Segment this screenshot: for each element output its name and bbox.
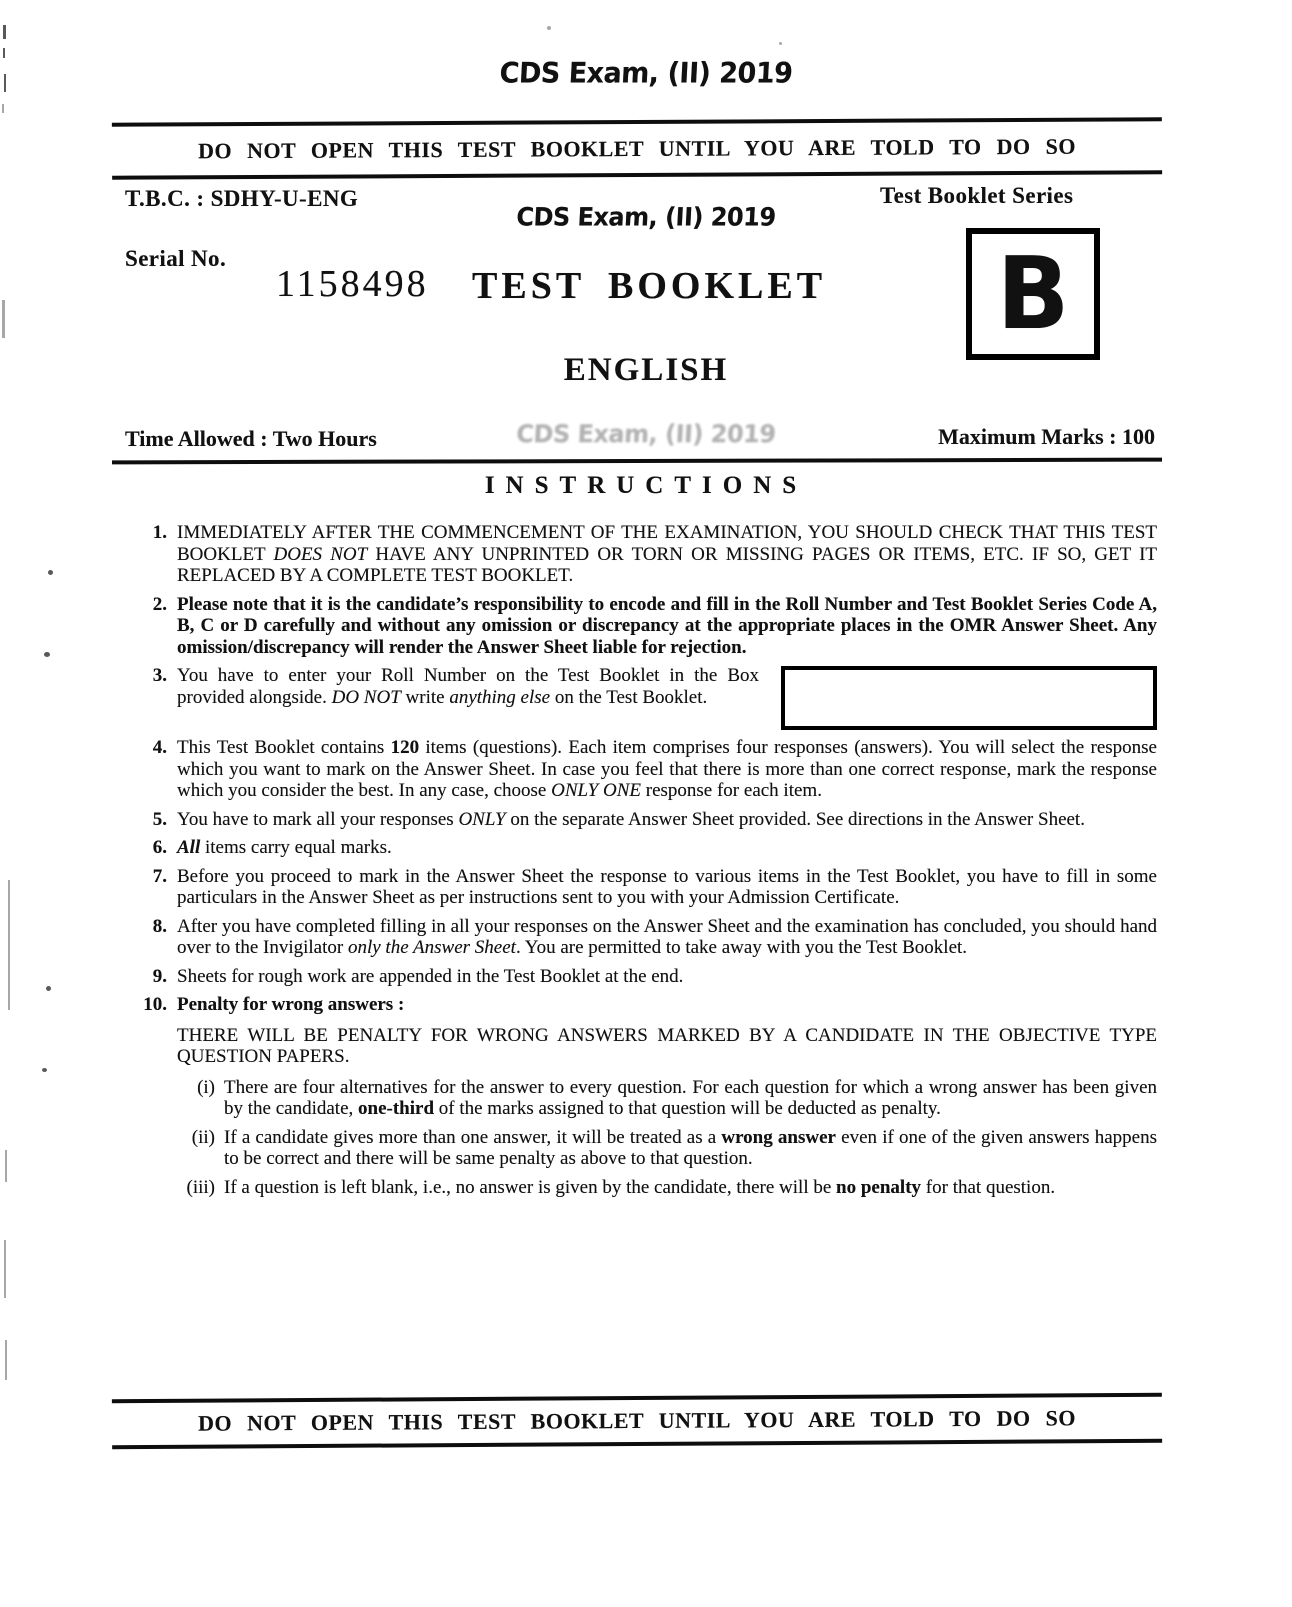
instruction-text-segment: Please note that it is the candidate’s responsibility to encode and fill in the Roll Number and Test Booklet Series Code A, B, C or D carefully and without any omission or discrepancy at the appropriate places in the OMR Answer Sheet. Any omission/discrepancy will render the Answer Sheet liable for rejection. [177,593,1157,658]
instruction-text-segment: ONLY ONE [551,780,641,801]
scan-artifact [44,652,50,657]
instruction-text-segment: THERE WILL BE PENALTY FOR WRONG ANSWERS MARKED BY A CANDIDATE IN THE OBJECTIVE TYPE QUESTION PAPERS. [177,1024,1157,1067]
do-not-open-banner-bottom: DO NOT OPEN THIS TEST BOOKLET UNTIL YOU ARE TOLD TO DO SO [112,1393,1162,1449]
instruction-item [123,665,1157,730]
instruction-body [177,737,1157,802]
instruction-item [123,594,1157,659]
instruction-text-segment: You have to mark all your responses [177,808,459,830]
instruction-number: 6. [152,837,167,858]
instruction-text-segment: on the separate Answer Sheet provided. See directions in the Answer Sheet. [505,808,1085,830]
time-allowed-label: Time Allowed : Two Hours [125,426,377,451]
instruction-text-segment: of the marks assigned to that question will be deducted as penalty. [434,1098,941,1119]
instruction-text-segment: response for each item. [641,780,822,801]
penalty-notice-paragraph [177,1025,1157,1068]
instruction-text-segment: . You are permitted to take away with you the Test Booklet. [515,937,968,958]
subitem-text [224,1127,1157,1170]
tbc-code: T.B.C. : SDHY-U-ENG [125,186,359,211]
subitem-text [224,1177,1157,1199]
instruction-subitem [177,1177,1157,1199]
instruction-item [123,809,1157,831]
instruction-text-segment: IMMEDIATELY AFTER THE COMMENCEMENT OF THE EXAMINATION, YOU SHOULD CHECK THAT THIS TEST BOOKLET [177,522,1157,565]
instruction-text-segment: items carry equal marks. [200,837,392,858]
instruction-number: 10. [143,994,167,1015]
scan-artifact [4,1240,6,1298]
instruction-body [177,916,1157,959]
series-letter: B [996,235,1070,352]
instruction-text-segment: on the Test Booklet. [550,686,708,708]
instruction-item [123,866,1157,909]
test-booklet-series-label: Test Booklet Series [880,183,1074,208]
instruction-text-segment: You have to enter your Roll Number on the Test Booklet in the Box provided alongside. [177,665,759,708]
instruction-subitem [177,1077,1157,1120]
roll-number-box [781,666,1157,730]
scan-artifact [4,74,6,92]
instruction-text-segment: Before you proceed to mark in the Answer Sheet the response to various items in the Test Booklet, you have to fill in some particulars in the Answer Sheet as per instructions sent to you with your Admission Certificate. [177,865,1157,908]
instruction-text [177,522,1157,587]
instruction-text-segment: Penalty for wrong answers : [177,994,405,1015]
instruction-text-segment: If a candidate gives more than one answer, it will be treated as a [224,1126,722,1148]
instruction-body [177,594,1157,659]
do-not-open-banner-top: DO NOT OPEN THIS TEST BOOKLET UNTIL YOU ARE TOLD TO DO SO [112,117,1162,179]
scan-artifact [547,26,551,30]
exam-stamp-middle: CDS Exam, (II) 2019 [515,202,777,232]
divider-rule [112,458,1162,465]
instruction-item [123,966,1157,988]
instruction-text-segment: Sheets for rough work are appended in the Test Booklet at the end. [177,965,684,987]
instruction-number: 9. [152,965,167,987]
instruction-text-segment: one-third [358,1098,435,1119]
instruction-text-segment: This Test Booklet contains [177,737,391,758]
instruction-number: 4. [152,737,167,758]
serial-no-label: Serial No. [125,246,227,271]
instruction-subitems [177,1077,1157,1199]
exam-stamp-faded: CDS Exam, (II) 2019 [515,419,777,449]
instruction-text [177,594,1157,659]
instruction-text-segment: anything else [449,686,551,708]
instruction-body [177,837,1157,859]
instruction-text-segment: DOES NOT [273,543,368,565]
instruction-text-segment: no penalty [836,1176,922,1198]
instruction-text-segment: for that question. [921,1176,1056,1198]
subitem-number: (i) [197,1076,215,1098]
exam-stamp-top: CDS Exam, (II) 2019 [498,57,794,90]
instruction-item [123,522,1157,587]
instruction-number: 5. [152,808,167,830]
scan-artifact [5,1150,7,1182]
scan-artifact [779,42,782,45]
instruction-text-segment: 120 [390,737,420,758]
instruction-text-segment: wrong answer [721,1126,836,1148]
instruction-body [177,966,1157,988]
instruction-number: 8. [152,915,167,937]
series-letter-box [966,228,1100,360]
instruction-text-segment: write [400,686,450,708]
scan-artifact [2,104,4,113]
instruction-text [177,866,1157,909]
instruction-body [177,866,1157,909]
subitem-number: (ii) [191,1126,215,1148]
instruction-text [177,994,1157,1016]
scan-artifact [3,25,6,39]
instruction-body [177,522,1157,587]
instruction-body [177,994,1157,1205]
subject-title: ENGLISH [563,352,729,388]
instructions-title: INSTRUCTIONS [484,472,808,499]
instruction-number: 3. [152,665,167,686]
instruction-item [123,994,1157,1205]
instruction-number: 2. [152,593,167,615]
scan-artifact [42,1068,47,1072]
instruction-text-segment: There are four alternatives for the answer to every question. For each question for which a wrong answer has been given by the candidate, [224,1076,1157,1119]
scan-artifact [46,986,51,991]
subitem-text [224,1077,1157,1120]
instruction-item [123,837,1157,859]
scan-artifact [8,880,10,1010]
scan-artifact [2,300,5,338]
instruction-body [177,665,1157,730]
instruction-subitem [177,1127,1157,1170]
scan-artifact [48,570,53,575]
instruction-list [123,522,1157,1212]
instruction-item [123,916,1157,959]
instruction-body [177,809,1157,831]
scan-artifact [3,48,5,58]
instruction-text [177,737,1157,802]
instruction-text-segment: only the Answer Sheet [347,937,516,958]
maximum-marks-label: Maximum Marks : 100 [938,424,1155,449]
instruction-text-segment: HAVE ANY UNPRINTED OR TORN OR MISSING PAGES OR ITEMS, ETC. IF SO, GET IT REPLACED BY A COMPLETE TEST BOOKLET. [177,543,1158,586]
instruction-text [177,837,1157,859]
instruction-text [177,916,1157,959]
serial-number: 1158498 [276,263,429,305]
instruction-text-segment: DO NOT [331,686,401,708]
instruction-text-segment: even if one of the given answers happens to be correct and there will be same penalty as above to that question. [224,1126,1157,1169]
instruction-number: 7. [152,865,167,887]
instruction-text-segment: items (questions). Each item comprises four responses (answers). You will select the response which you want to mark on the Answer Sheet. In case you feel that there is more than one correct response, mark the response which you consider the best. In any case, choose [177,737,1157,801]
subitem-number: (iii) [186,1176,215,1198]
booklet-title: TEST BOOKLET [472,265,827,307]
instruction-item [123,737,1157,802]
instruction-text-segment: ONLY [458,808,506,830]
instruction-text [177,665,759,730]
instruction-text-segment: All [177,837,201,858]
instruction-number: 1. [152,522,167,543]
instruction-text-segment: If a question is left blank, i.e., no answer is given by the candidate, there will be [224,1176,837,1198]
instruction-text [177,809,1157,831]
instruction-text-segment: After you have completed filling in all your responses on the Answer Sheet and the examination has concluded, you should hand over to the Invigilator [177,915,1157,958]
instruction-text [177,966,1157,988]
scan-artifact [5,1340,7,1380]
